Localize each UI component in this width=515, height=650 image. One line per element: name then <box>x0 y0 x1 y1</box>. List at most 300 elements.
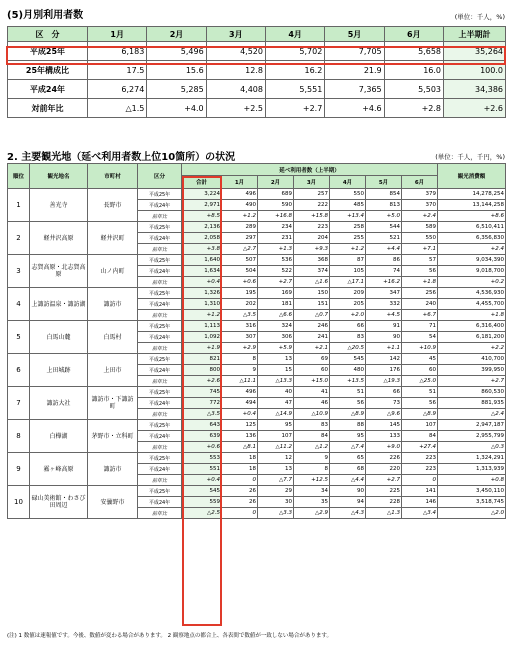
month-cell: +5.9 <box>258 343 294 354</box>
month-cell: 209 <box>330 288 366 299</box>
total-cell: 559 <box>182 497 222 508</box>
row-label: 25年構成比 <box>8 61 88 80</box>
consumption-cell: +1.8 <box>438 310 506 321</box>
table-cell: 15.6 <box>147 61 206 80</box>
table-cell: 4,520 <box>206 42 265 61</box>
total-cell: 3,224 <box>182 189 222 200</box>
total-cell: 821 <box>182 354 222 365</box>
month-cell: +27.4 <box>402 442 438 453</box>
rank-cell: 10 <box>8 486 30 519</box>
month-cell: +16.8 <box>258 211 294 222</box>
month-cell: 241 <box>294 332 330 343</box>
month-cell: 90 <box>366 332 402 343</box>
row-category-label: 平成24年 <box>138 365 182 376</box>
consumption-cell: 4,455,700 <box>438 299 506 310</box>
month-cell: 550 <box>330 189 366 200</box>
spot-name-cell: 諏訪大社 <box>30 387 88 420</box>
consumption-cell: +0.8 <box>438 475 506 486</box>
month-cell: 95 <box>258 420 294 431</box>
month-cell: 71 <box>402 321 438 332</box>
header-mar: 3月 <box>206 27 265 42</box>
row-category-label: 平成25年 <box>138 321 182 332</box>
spot-name-cell: 白樺湖 <box>30 420 88 453</box>
month-cell: 73 <box>366 398 402 409</box>
month-cell: +15.8 <box>294 211 330 222</box>
section1-title: (5)月別利用者数 <box>7 10 84 21</box>
table-cell: +2.6 <box>444 99 506 118</box>
month-cell: +1.1 <box>366 343 402 354</box>
row-category-label: 平成25年 <box>138 486 182 497</box>
month-cell: +6.7 <box>402 310 438 321</box>
consumption-cell: 3,518,745 <box>438 497 506 508</box>
total-cell: 772 <box>182 398 222 409</box>
total-cell: 2,971 <box>182 200 222 211</box>
month-cell: 181 <box>258 299 294 310</box>
month-cell: +2.7 <box>258 277 294 288</box>
consumption-cell: +0.2 <box>438 277 506 288</box>
month-cell: 306 <box>258 332 294 343</box>
table-cell: 5,503 <box>384 80 443 99</box>
month-cell: 87 <box>330 255 366 266</box>
month-cell: 228 <box>366 497 402 508</box>
month-cell: △6.6 <box>258 310 294 321</box>
month-cell: 107 <box>258 431 294 442</box>
month-cell: 257 <box>294 189 330 200</box>
month-cell: 145 <box>366 420 402 431</box>
month-cell: 507 <box>222 255 258 266</box>
row-category-label: 前年比 <box>138 442 182 453</box>
table-cell: 5,551 <box>265 80 324 99</box>
header-month: 2月 <box>258 176 294 189</box>
month-cell: 504 <box>222 266 258 277</box>
consumption-cell: △2.0 <box>438 508 506 519</box>
table-cell: 100.0 <box>444 61 506 80</box>
table-row <box>8 80 506 99</box>
month-cell: 84 <box>294 431 330 442</box>
month-cell: △7.7 <box>258 475 294 486</box>
table-row <box>8 453 506 464</box>
total-cell: 639 <box>182 431 222 442</box>
month-cell: 536 <box>258 255 294 266</box>
month-cell: 255 <box>330 233 366 244</box>
month-cell: △0.7 <box>294 310 330 321</box>
row-category-label: 平成24年 <box>138 431 182 442</box>
month-cell: 94 <box>330 497 366 508</box>
total-cell: △3.5 <box>182 409 222 420</box>
row-category-label: 前年比 <box>138 244 182 255</box>
city-cell: 諏訪市 <box>88 453 138 486</box>
table-cell: 5,702 <box>265 42 324 61</box>
row-category-label: 平成24年 <box>138 299 182 310</box>
month-cell: +5.0 <box>366 211 402 222</box>
rank-cell: 2 <box>8 222 30 255</box>
month-cell: 83 <box>294 420 330 431</box>
month-cell: 18 <box>222 453 258 464</box>
row-label: 平成24年 <box>8 80 88 99</box>
table-cell: 17.5 <box>88 61 147 80</box>
table-cell: +2.8 <box>384 99 443 118</box>
month-cell: 9 <box>294 453 330 464</box>
month-cell: 83 <box>330 332 366 343</box>
table-cell: 16.2 <box>265 61 324 80</box>
rank-cell: 5 <box>8 321 30 354</box>
month-cell: 41 <box>294 387 330 398</box>
total-cell: +1.9 <box>182 343 222 354</box>
row-category-label: 前年比 <box>138 310 182 321</box>
header-category: 区 分 <box>8 27 88 42</box>
month-cell: 57 <box>402 255 438 266</box>
month-cell: +2.9 <box>222 343 258 354</box>
table-row <box>8 189 506 200</box>
month-cell: △8.9 <box>402 409 438 420</box>
month-cell: 56 <box>402 398 438 409</box>
row-category-label: 平成24年 <box>138 398 182 409</box>
month-cell: 68 <box>330 464 366 475</box>
month-cell: △3.4 <box>402 508 438 519</box>
month-cell: 258 <box>330 222 366 233</box>
header-feb: 2月 <box>147 27 206 42</box>
city-cell: 上田市 <box>88 354 138 387</box>
total-cell: 1,326 <box>182 288 222 299</box>
month-cell: 74 <box>366 266 402 277</box>
month-cell: 240 <box>402 299 438 310</box>
consumption-cell: 9,034,390 <box>438 255 506 266</box>
table-cell: 6,183 <box>88 42 147 61</box>
month-cell: 226 <box>366 453 402 464</box>
month-cell: 150 <box>294 288 330 299</box>
month-cell: 105 <box>330 266 366 277</box>
consumption-cell: △0.3 <box>438 442 506 453</box>
header-month: 5月 <box>366 176 402 189</box>
total-cell: +2.6 <box>182 376 222 387</box>
header-rank: 順位 <box>8 164 30 189</box>
header-consumption: 観光消費額 <box>438 164 506 189</box>
spot-name-cell: 善光寺 <box>30 189 88 222</box>
month-cell: △3.5 <box>222 310 258 321</box>
row-category-label: 平成25年 <box>138 255 182 266</box>
month-cell: △8.1 <box>222 442 258 453</box>
month-cell: +9.0 <box>366 442 402 453</box>
consumption-cell: 1,313,939 <box>438 464 506 475</box>
total-cell: 553 <box>182 453 222 464</box>
row-category-label: 平成24年 <box>138 497 182 508</box>
header-half-total: 上半期計 <box>444 27 506 42</box>
row-category-label: 前年比 <box>138 475 182 486</box>
row-category-label: 前年比 <box>138 343 182 354</box>
header-jun: 6月 <box>384 27 443 42</box>
month-cell: +12.5 <box>294 475 330 486</box>
month-cell: 480 <box>330 365 366 376</box>
total-cell: 1,310 <box>182 299 222 310</box>
city-cell: 軽井沢町 <box>88 222 138 255</box>
month-cell: △9.6 <box>366 409 402 420</box>
month-cell: △19.3 <box>366 376 402 387</box>
table-cell: 7,365 <box>325 80 384 99</box>
month-cell: 47 <box>258 398 294 409</box>
month-cell: +1.3 <box>258 244 294 255</box>
month-cell: 550 <box>402 233 438 244</box>
spot-name-cell: 上田城跡 <box>30 354 88 387</box>
month-cell: △8.9 <box>330 409 366 420</box>
month-cell: △7.4 <box>330 442 366 453</box>
month-cell: +4.4 <box>366 244 402 255</box>
total-cell: +8.5 <box>182 211 222 222</box>
total-cell: 643 <box>182 420 222 431</box>
month-cell: 195 <box>222 288 258 299</box>
rank-cell: 6 <box>8 354 30 387</box>
month-cell: 34 <box>294 486 330 497</box>
month-cell: 223 <box>402 453 438 464</box>
consumption-cell: +2.2 <box>438 343 506 354</box>
row-category-label: 前年比 <box>138 211 182 222</box>
consumption-cell: 410,700 <box>438 354 506 365</box>
month-cell: △3.3 <box>258 508 294 519</box>
month-cell: 30 <box>258 497 294 508</box>
total-cell: +0.4 <box>182 475 222 486</box>
month-cell: 379 <box>402 189 438 200</box>
table-cell: 21.9 <box>325 61 384 80</box>
city-cell: 山ノ内町 <box>88 255 138 288</box>
total-cell: 1,092 <box>182 332 222 343</box>
month-cell: 9 <box>222 365 258 376</box>
row-category-label: 前年比 <box>138 376 182 387</box>
month-cell: 590 <box>258 200 294 211</box>
header-month: 6月 <box>402 176 438 189</box>
table-row <box>8 354 506 365</box>
month-cell: 316 <box>222 321 258 332</box>
total-cell: +0.6 <box>182 442 222 453</box>
table-cell: 7,705 <box>325 42 384 61</box>
month-cell: △13.3 <box>258 376 294 387</box>
month-cell: +13.5 <box>330 376 366 387</box>
consumption-cell: 9,018,700 <box>438 266 506 277</box>
month-cell: 95 <box>330 431 366 442</box>
month-cell: 51 <box>330 387 366 398</box>
month-cell: 69 <box>294 354 330 365</box>
spot-name-cell: 上諏訪温泉・諏訪湖 <box>30 288 88 321</box>
header-spot-name: 観光地名 <box>30 164 88 189</box>
month-cell: 56 <box>402 266 438 277</box>
month-cell: +0.4 <box>222 409 258 420</box>
month-cell: 56 <box>330 398 366 409</box>
city-cell: 諏訪市 <box>88 288 138 321</box>
month-cell: 223 <box>402 464 438 475</box>
month-cell: 136 <box>222 431 258 442</box>
table-cell: +4.0 <box>147 99 206 118</box>
month-cell: 65 <box>330 453 366 464</box>
month-cell: 0 <box>402 475 438 486</box>
month-cell: 231 <box>258 233 294 244</box>
consumption-cell: 6,356,830 <box>438 233 506 244</box>
month-cell: +2.7 <box>366 475 402 486</box>
month-cell: 8 <box>222 354 258 365</box>
month-cell: 204 <box>294 233 330 244</box>
header-category: 区分 <box>138 164 182 189</box>
table-cell: 12.8 <box>206 61 265 80</box>
row-category-label: 平成25年 <box>138 189 182 200</box>
consumption-cell: +2.4 <box>438 244 506 255</box>
month-cell: +10.9 <box>402 343 438 354</box>
month-cell: △4.4 <box>330 475 366 486</box>
month-cell: △14.9 <box>258 409 294 420</box>
top-tourist-spots-table <box>7 163 506 519</box>
header-month: 3月 <box>294 176 330 189</box>
month-cell: +1.2 <box>330 244 366 255</box>
month-cell: 54 <box>402 332 438 343</box>
month-cell: +1.8 <box>402 277 438 288</box>
month-cell: △2.9 <box>294 508 330 519</box>
month-cell: +1.2 <box>222 211 258 222</box>
month-cell: 169 <box>258 288 294 299</box>
row-label: 平成25年 <box>8 42 88 61</box>
spot-name-cell: 霧ヶ峰高原 <box>30 453 88 486</box>
month-cell: 60 <box>294 365 330 376</box>
month-cell: 26 <box>222 486 258 497</box>
month-cell: 8 <box>294 464 330 475</box>
table-cell: +2.5 <box>206 99 265 118</box>
total-cell: 551 <box>182 464 222 475</box>
consumption-cell: 4,536,930 <box>438 288 506 299</box>
month-cell: +15.0 <box>294 376 330 387</box>
row-category-label: 平成25年 <box>138 288 182 299</box>
total-cell: +3.8 <box>182 244 222 255</box>
month-cell: 26 <box>222 497 258 508</box>
total-cell: 1,634 <box>182 266 222 277</box>
city-cell: 茅野市・立科町 <box>88 420 138 453</box>
month-cell: 522 <box>258 266 294 277</box>
total-cell: 2,136 <box>182 222 222 233</box>
city-cell: 白馬村 <box>88 321 138 354</box>
month-cell: △17.1 <box>330 277 366 288</box>
month-cell: 589 <box>402 222 438 233</box>
table-cell: 35,264 <box>444 42 506 61</box>
spot-name-cell: 軽井沢高原 <box>30 222 88 255</box>
month-cell: 256 <box>402 288 438 299</box>
month-cell: 45 <box>402 354 438 365</box>
consumption-cell: 2,955,799 <box>438 431 506 442</box>
month-cell: 40 <box>258 387 294 398</box>
consumption-cell: +2.7 <box>438 376 506 387</box>
consumption-cell: 13,144,258 <box>438 200 506 211</box>
table-row <box>8 288 506 299</box>
month-cell: 289 <box>222 222 258 233</box>
total-cell: 745 <box>182 387 222 398</box>
month-cell: 13 <box>258 464 294 475</box>
month-cell: △25.0 <box>402 376 438 387</box>
month-cell: 90 <box>330 486 366 497</box>
city-cell: 安曇野市 <box>88 486 138 519</box>
city-cell: 長野市 <box>88 189 138 222</box>
month-cell: +4.5 <box>366 310 402 321</box>
table-row <box>8 420 506 431</box>
month-cell: 176 <box>366 365 402 376</box>
consumption-cell: 3,450,110 <box>438 486 506 497</box>
header-month: 1月 <box>222 176 258 189</box>
table-cell: 4,408 <box>206 80 265 99</box>
row-category-label: 平成25年 <box>138 354 182 365</box>
month-cell: △2.7 <box>222 244 258 255</box>
month-cell: 91 <box>366 321 402 332</box>
spot-name-cell: 白馬山麓 <box>30 321 88 354</box>
highlight-total-column <box>182 176 222 626</box>
rank-cell: 7 <box>8 387 30 420</box>
consumption-cell: 6,510,411 <box>438 222 506 233</box>
row-category-label: 平成24年 <box>138 332 182 343</box>
row-category-label: 前年比 <box>138 277 182 288</box>
total-cell: 545 <box>182 486 222 497</box>
month-cell: 234 <box>258 222 294 233</box>
month-cell: 368 <box>294 255 330 266</box>
month-cell: +2.4 <box>402 211 438 222</box>
month-cell: +13.4 <box>330 211 366 222</box>
consumption-cell: 399,950 <box>438 365 506 376</box>
month-cell: 35 <box>294 497 330 508</box>
monthly-users-table <box>7 26 506 118</box>
month-cell: 66 <box>330 321 366 332</box>
month-cell: 370 <box>402 200 438 211</box>
row-category-label: 平成25年 <box>138 453 182 464</box>
spot-name-cell: 碌山美術館・わさび田周辺 <box>30 486 88 519</box>
month-cell: +2.1 <box>294 343 330 354</box>
row-category-label: 平成25年 <box>138 420 182 431</box>
month-cell: 324 <box>258 321 294 332</box>
month-cell: 84 <box>402 431 438 442</box>
month-cell: △11.2 <box>258 442 294 453</box>
month-cell: 60 <box>402 365 438 376</box>
month-cell: △20.5 <box>330 343 366 354</box>
row-category-label: 前年比 <box>138 409 182 420</box>
month-cell: 133 <box>366 431 402 442</box>
rank-cell: 8 <box>8 420 30 453</box>
month-cell: 46 <box>294 398 330 409</box>
header-month: 4月 <box>330 176 366 189</box>
header-city: 市町村 <box>88 164 138 189</box>
row-category-label: 平成25年 <box>138 222 182 233</box>
total-cell: +1.2 <box>182 310 222 321</box>
table-cell: +4.6 <box>325 99 384 118</box>
month-cell: 0 <box>222 475 258 486</box>
consumption-cell: 2,947,187 <box>438 420 506 431</box>
month-cell: 51 <box>402 387 438 398</box>
month-cell: 202 <box>222 299 258 310</box>
month-cell: 813 <box>366 200 402 211</box>
highlight-h25-row <box>6 46 506 65</box>
consumption-cell: △2.4 <box>438 409 506 420</box>
month-cell: △1.6 <box>294 277 330 288</box>
month-cell: 146 <box>402 497 438 508</box>
header-may: 5月 <box>325 27 384 42</box>
month-cell: 307 <box>222 332 258 343</box>
month-cell: 12 <box>258 453 294 464</box>
consumption-cell: +8.6 <box>438 211 506 222</box>
table-row <box>8 486 506 497</box>
row-label: 対前年比 <box>8 99 88 118</box>
consumption-cell: 1,324,291 <box>438 453 506 464</box>
month-cell: +2.0 <box>330 310 366 321</box>
month-cell: 222 <box>294 200 330 211</box>
section2-title: 2. 主要観光地（延べ利用者数上位10箇所）の状況 <box>7 152 236 163</box>
month-cell: 347 <box>366 288 402 299</box>
total-cell: 1,113 <box>182 321 222 332</box>
month-cell: 220 <box>366 464 402 475</box>
month-cell: 225 <box>366 486 402 497</box>
month-cell: 88 <box>330 420 366 431</box>
city-cell: 諏訪市・下諏訪町 <box>88 387 138 420</box>
month-cell: 66 <box>366 387 402 398</box>
month-cell: 125 <box>222 420 258 431</box>
month-cell: △1.3 <box>366 508 402 519</box>
consumption-cell: 6,316,400 <box>438 321 506 332</box>
